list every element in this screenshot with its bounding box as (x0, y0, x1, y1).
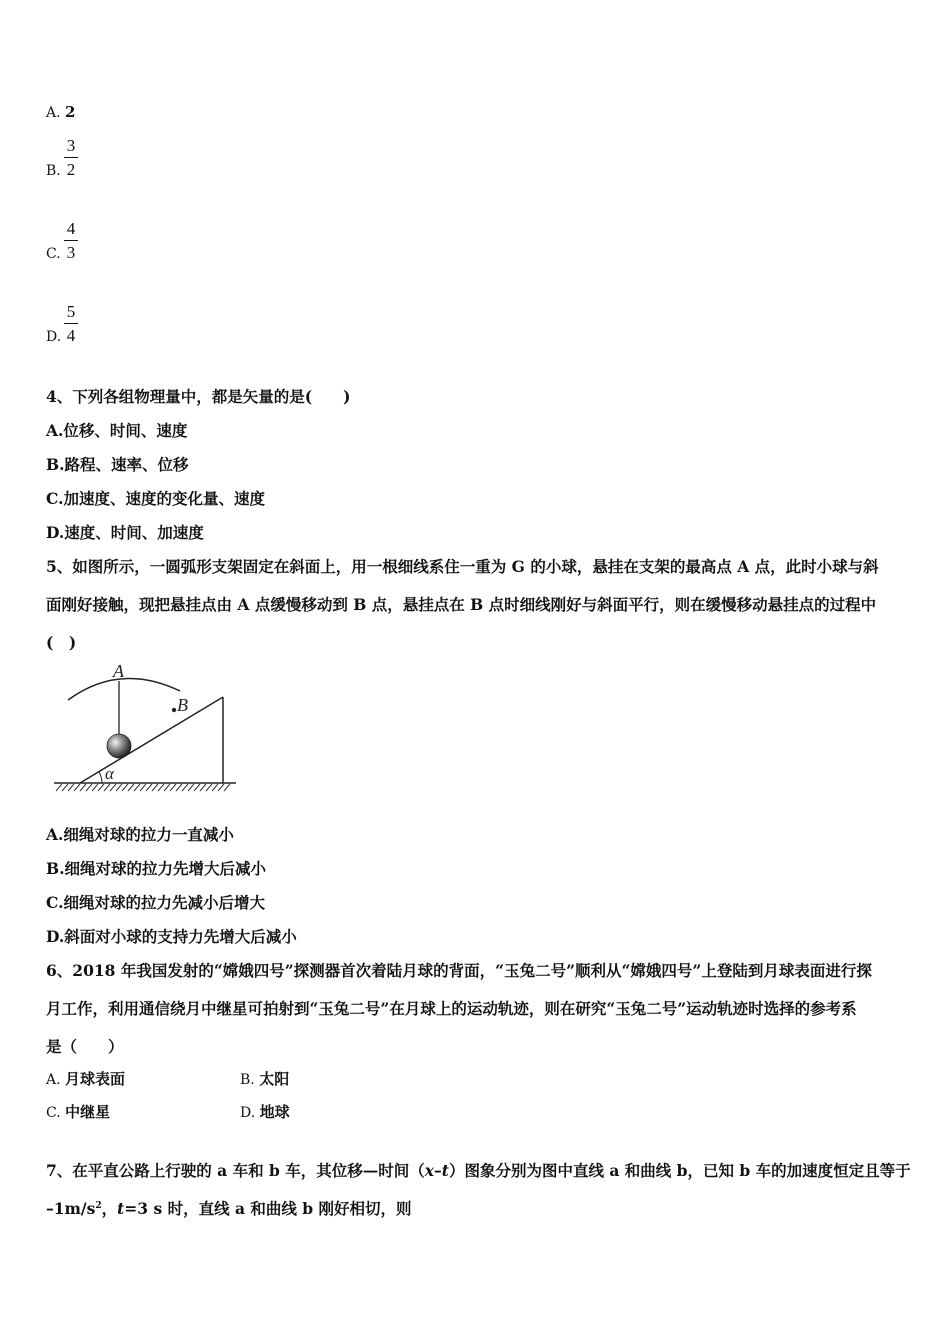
q3-option-a-value: 2 (65, 103, 76, 121)
q7-stem-part-b: ）图象分别为图中直线 a 和曲线 b，已知 b 车的加速度恒定且等于 (448, 1161, 911, 1180)
q7-stem-part-c: =3 s 时，直线 a 和曲线 b 刚好相切，则 (124, 1199, 412, 1218)
q6-option-b-letter: B. (240, 1072, 255, 1088)
ground-hatching (56, 784, 230, 791)
q3-option-c-numerator: 4 (66, 219, 76, 238)
q4-option-d[interactable]: D.速度、时间、加速度 (46, 523, 204, 542)
q6-option-a-letter: A. (46, 1072, 61, 1088)
q7-accel-value: –1m/s (46, 1199, 96, 1218)
q3-option-d-letter[interactable]: D. (46, 329, 62, 345)
q5-option-b[interactable]: B.细绳对球的拉力先增大后减小 (46, 859, 266, 878)
support-arc (68, 678, 180, 700)
q7-accel-exponent: 2 (95, 1200, 102, 1211)
q5-figure-incline-diagram (50, 660, 240, 795)
q5-option-d[interactable]: D.斜面对小球的支持力先增大后减小 (46, 927, 297, 946)
q6-option-b-text: 太阳 (259, 1070, 290, 1088)
q3-option-b-letter[interactable]: B. (46, 163, 61, 179)
label-a: A (113, 661, 124, 681)
q3-option-a[interactable] (46, 103, 75, 121)
q4-option-b[interactable]: B.路程、速率、位移 (46, 455, 189, 474)
q3-option-b-fraction (64, 137, 78, 179)
q3-option-d-numerator: 5 (66, 302, 76, 321)
q6-option-d-letter: D. (240, 1105, 256, 1121)
q7-stem-line2 (46, 1197, 412, 1219)
q6-option-c[interactable] (46, 1101, 110, 1122)
q6-option-a[interactable] (46, 1068, 125, 1089)
q7-dash: – (434, 1161, 442, 1180)
q6-stem-line1: 6、2018 年我国发射的“嫦娥四号”探测器首次着陆月球的背面，“玉兔二号”顺利从“嫦娥四号”上登陆到月球表面进行探 (46, 961, 872, 980)
q3-option-a-letter: A. (46, 105, 61, 121)
q6-option-d-text: 地球 (259, 1103, 290, 1121)
q6-stem-line2: 月工作，利用通信绕月中继星可拍射到“玉兔二号”在月球上的运动轨迹，则在研究“玉兔二号”运动轨迹时选择的参考系 (46, 999, 857, 1018)
fraction-bar (64, 323, 78, 324)
q6-option-b[interactable] (240, 1068, 289, 1089)
angle-arc (99, 772, 102, 783)
q5-option-c[interactable]: C.细绳对球的拉力先减小后增大 (46, 893, 265, 912)
q3-option-b-numerator: 3 (66, 136, 76, 155)
q6-stem-line3: 是（ ） (46, 1037, 124, 1056)
q7-stem-line1 (46, 1159, 911, 1181)
q5-stem-line3: ( ) (46, 633, 77, 652)
q3-option-d-fraction (64, 303, 78, 345)
q4-option-c[interactable]: C.加速度、速度的变化量、速度 (46, 489, 265, 508)
ball (107, 734, 131, 758)
q3-option-c-fraction (64, 220, 78, 262)
fraction-bar (64, 157, 78, 158)
q3-option-c-letter[interactable]: C. (46, 246, 61, 262)
q6-option-a-text: 月球表面 (65, 1070, 126, 1088)
q5-stem-line1: 5、如图所示，一圆弧形支架固定在斜面上，用一根细线系住一重为 G 的小球，悬挂在支架的最高点 A 点，此时小球与斜 (46, 557, 879, 576)
q4-stem: 4、下列各组物理量中，都是矢量的是( ) (46, 387, 351, 406)
q7-stem-part-a: 7、在平直公路上行驶的 a 车和 b 车，其位移—时间（ (46, 1161, 425, 1180)
q6-option-c-text: 中继星 (65, 1103, 111, 1121)
q3-option-c-denominator: 3 (66, 243, 76, 262)
q3-option-b-denominator: 2 (66, 160, 76, 179)
incline-slope (80, 697, 223, 783)
q4-option-a[interactable]: A.位移、时间、速度 (46, 421, 188, 440)
label-b: B (177, 695, 188, 715)
q5-stem-line2: 面刚好接触，现把悬挂点由 A 点缓慢移动到 B 点，悬挂点在 B 点时细线刚好与斜面平行，则在缓慢移动悬挂点的过程中 (46, 595, 877, 614)
q5-option-a[interactable]: A.细绳对球的拉力一直减小 (46, 825, 234, 844)
point-b-dot (172, 708, 176, 712)
q3-option-d-denominator: 4 (66, 326, 76, 345)
q7-var-t2: t (117, 1199, 125, 1218)
q7-var-x: x (424, 1161, 435, 1180)
q6-option-c-letter: C. (46, 1105, 61, 1121)
label-alpha: α (105, 764, 114, 783)
q7-comma: ， (101, 1199, 118, 1218)
q7-var-t: t (441, 1161, 449, 1180)
fraction-bar (64, 240, 78, 241)
q6-option-d[interactable] (240, 1101, 290, 1122)
